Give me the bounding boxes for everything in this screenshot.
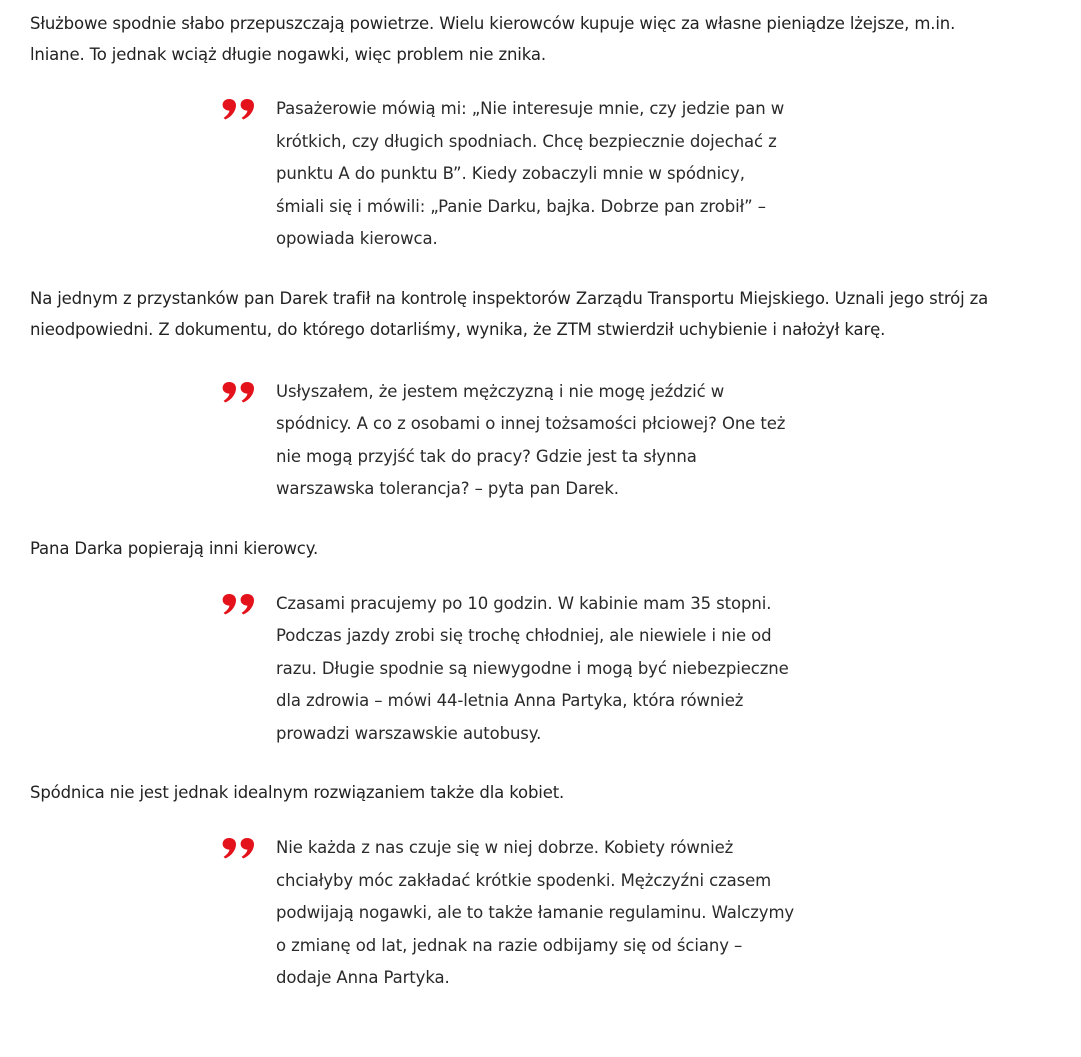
- quote-text-3: Czasami pracujemy po 10 godzin. W kabinie mam 35 stopni. Podczas jazdy zrobi się trochę chłodniej, ale niewiele i nie od razu. Długie spodnie są niewygodne i mogą być niebezpieczne dla zdrowia – mówi 44-letnia Anna Partyka, która również prowadzi warszawskie autobusy.: [276, 593, 789, 743]
- closing-quote-icon: [222, 382, 256, 406]
- quote-text-2: Usłyszałem, że jestem mężczyzną i nie mogę jeździć w spódnicy. A co z osobami o innej tożsamości płciowej? One też nie mogą przyjść tak do pracy? Gdzie jest ta słynna warszawska tolerancja? – pyta pan Darek.: [276, 381, 786, 498]
- quote-text-1: Pasażerowie mówią mi: „Nie interesuje mnie, czy jedzie pan w krótkich, czy długich spodniach. Chcę bezpiecznie dojechać z punktu A do punktu B”. Kiedy zobaczyli mnie w spódnicy, śmiali się i mówili: „Panie Darku, bajka. Dobrze pan zrobił” – opowiada kierowca.: [276, 99, 785, 248]
- pull-quote-1: [276, 93, 796, 256]
- closing-quote-icon: [222, 99, 256, 123]
- pull-quote-4: [276, 832, 796, 995]
- article-body: [30, 8, 990, 995]
- paragraph-2: Na jednym z przystanków pan Darek trafił na kontrolę inspektorów Zarządu Transportu Miejskiego. Uznali jego strój za nieodpowiedni. Z dokumentu, do którego dotarliśmy, wynika, że ZTM stwierdził uchybienie i nałożył karę.: [30, 288, 989, 339]
- pull-quote-3: [276, 588, 796, 751]
- pull-quote-2: [276, 376, 796, 506]
- paragraph-1: Służbowe spodnie słabo przepuszczają powietrze. Wielu kierowców kupuje więc za własne pieniądze lżejsze, m.in. lniane. To jednak wciąż długie nogawki, więc problem nie znika.: [30, 14, 956, 64]
- closing-quote-icon: [222, 838, 256, 862]
- closing-quote-icon: [222, 594, 256, 618]
- paragraph-4: Spódnica nie jest jednak idealnym rozwiązaniem także dla kobiet.: [30, 783, 565, 802]
- quote-text-4: Nie każda z nas czuje się w niej dobrze. Kobiety również chciałyby móc zakładać krótkie spodenki. Mężczyźni czasem podwijają nogawki, ale to także łamanie regulaminu. Walczymy o zmianę od lat, jednak na razie odbijamy się od ściany – dodaje Anna Partyka.: [276, 838, 795, 987]
- paragraph-3: Pana Darka popierają inni kierowcy.: [30, 538, 319, 558]
